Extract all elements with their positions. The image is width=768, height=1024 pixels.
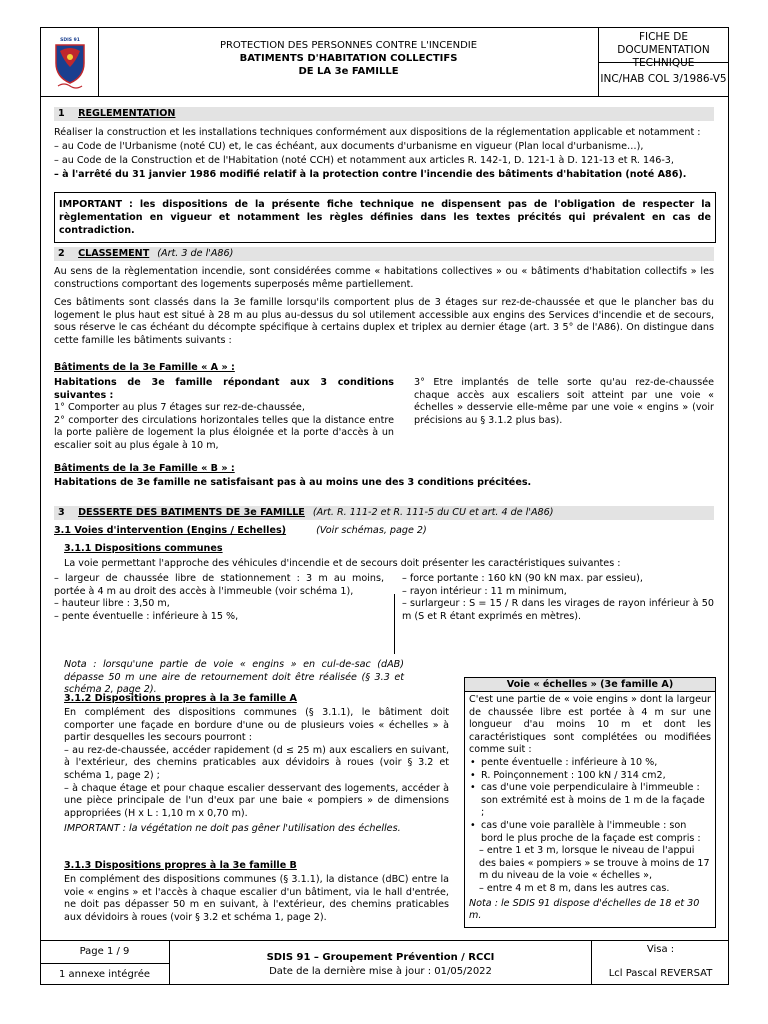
signer-name: Lcl Pascal REVERSAT bbox=[608, 968, 713, 979]
logo-crest-icon bbox=[50, 33, 90, 91]
annex-count: 1 annexe intégrée bbox=[59, 968, 150, 980]
doc-reference: INC/HAB COL 3/1986-V5 bbox=[600, 73, 727, 85]
s31-heading: 3.1 Voies d'intervention (Engins / Echelles) (Voir schémas, page 2) bbox=[54, 525, 427, 536]
fa-condition-1: 1° Comporter au plus 7 étages sur rez-de-chaussée, bbox=[54, 402, 305, 414]
section-1-heading: 1 REGLEMENTATION bbox=[54, 107, 714, 121]
family-a-conditions bbox=[54, 377, 394, 453]
voie-echelles-title: Voie « échelles » (3e famille A) bbox=[465, 678, 715, 692]
s312-body bbox=[64, 707, 449, 836]
visa-label: Visa : bbox=[646, 944, 675, 955]
section-2-heading: 2 CLASSEMENT (Art. 3 de l'A86) bbox=[54, 247, 714, 261]
family-a-heading: Bâtiments de la 3e Famille « A » : bbox=[54, 362, 235, 373]
svg-text:SDIS 91: SDIS 91 bbox=[59, 38, 80, 43]
family-b-text: Habitations de 3e famille ne satisfaisant pas à au moins une des 3 conditions précitées. bbox=[54, 477, 532, 488]
section-3-heading: 3 DESSERTE DES BATIMENTS DE 3e FAMILLE (Art. R. 111-2 et R. 111-5 du CU et art. 4 de l'A86) bbox=[54, 506, 714, 520]
s313-heading: 3.1.3 Dispositions propres à la 3e famille B bbox=[64, 860, 297, 871]
footer-org-block bbox=[170, 941, 592, 985]
s311-load: – force portante : 160 kN (90 kN max. par essieu), bbox=[402, 573, 643, 584]
s311-heading: 3.1.1 Dispositions communes bbox=[64, 543, 223, 554]
voie-echelles-dist-1: – entre 1 et 3 m, lorsque le niveau de l'appui des baies « pompiers » se trouve à moins de 17 m du niveau de la voie « échelles », bbox=[479, 845, 710, 882]
s311-height: – hauteur libre : 3,50 m, bbox=[54, 598, 170, 610]
s311-width: – largeur de chaussée libre de stationnement : 3 m au moins, portée à 4 m au droit des accès à l'immeuble (voir schéma 1), bbox=[54, 573, 384, 597]
s311-right-list bbox=[402, 573, 714, 623]
s312-paragraph-2: – au rez-de-chaussée, accéder rapidement (d ≤ 25 m) aux escaliers en suivant, à l'extérieur, des chemins praticables aux dévidoirs à roues (voir § 3.2 et schéma 1, page 2) ; bbox=[64, 744, 449, 781]
fa-condition-3: 3° Etre implantés de telle sorte qu'au rez-de-chaussée chaque accès aux escaliers soit atteint par une voie « échelles » desservie elle-même par une voie « engins » (voir précisions au § 3.1.2 plus bas). bbox=[414, 377, 714, 426]
header-title-block bbox=[99, 28, 599, 96]
s1-item-cch: – au Code de la Construction et de l'Habitation (noté CCH) et notamment aux articles R. 142-1, D. 121-1 à D. 121-13 et R. 146-3, bbox=[54, 155, 674, 166]
list-item: • cas d'une voie parallèle à l'immeuble : son bord le plus proche de la façade est compris : bbox=[469, 820, 711, 845]
header-title-2: BATIMENTS D'HABITATION COLLECTIFS bbox=[239, 53, 458, 64]
sdis91-logo bbox=[41, 28, 99, 96]
document-footer bbox=[40, 940, 729, 985]
list-item: • cas d'une voie perpendiculaire à l'immeuble : son extrémité est à moins de 1 m de la façade ; bbox=[469, 782, 711, 820]
s311-intro: La voie permettant l'approche des véhicules d'incendie et de secours doit présenter les caractéristiques suivantes : bbox=[64, 558, 621, 569]
header-ref-block bbox=[599, 28, 728, 96]
document-header bbox=[40, 27, 729, 97]
footer-page-block bbox=[40, 941, 170, 985]
header-title-3: DE LA 3e FAMILLE bbox=[298, 66, 399, 77]
s311-radius: – rayon intérieur : 11 m minimum, bbox=[402, 585, 567, 597]
column-divider bbox=[394, 594, 395, 654]
s312-paragraph-3: – à chaque étage et pour chaque escalier desservant des logements, accéder à une pièce principale de l'un d'eux par une baie « pompiers » de dimensions appropriées (H x L : 1,10 m x 0,70 m). bbox=[64, 782, 449, 819]
s312-heading: 3.1.2 Dispositions propres à la 3e famille A bbox=[64, 693, 297, 704]
s1-item-a86: – à l'arrêté du 31 janvier 1986 modifié relatif à la protection contre l'incendie des bâtiments d'habitation (noté A86). bbox=[54, 169, 687, 180]
voie-echelles-list bbox=[469, 757, 711, 845]
s311-note: Nota : lorsqu'une partie de voie « engins » en cul-de-sac (dAB) dépasse 50 m une aire de retournement doit être réalisée (§ 3.3 et schéma 2, page 2). bbox=[64, 659, 404, 696]
s312-note: IMPORTANT : la végétation ne doit pas gêner l'utilisation des échelles. bbox=[64, 823, 401, 835]
s311-left-list bbox=[54, 573, 384, 623]
list-item: • pente éventuelle : inférieure à 10 %, bbox=[469, 757, 711, 770]
fa-condition-intro: Habitations de 3e famille répondant aux 3 conditions suivantes : bbox=[54, 377, 394, 401]
s2-paragraph-2: Ces bâtiments sont classés dans la 3e famille lorsqu'ils comportent plus de 3 étages sur rez-de-chaussée et que le plancher bas du logement le plus haut est situé à 28 m au plus au-dessus du sol utilement accessible aux engins des Services d'incendie et de secours, sous réserve le cas échéant du décompte spécifique à certains duplex et triplex au dernier étage (art. 3 5° de l'A86). On distingue dans cette famille les bâtiments suivants : bbox=[54, 297, 714, 346]
fa-condition-2: 2° comporter des circulations horizontales telles que la distance entre la porte palière de logement la plus éloignée et la porte d'accès à un escalier soit au plus égale à 10 m, bbox=[54, 414, 394, 451]
s2-paragraph-1: Au sens de la règlementation incendie, sont considérées comme « habitations collectives » ou « bâtiments d'habitation collectifs » les constructions comportant des logements superposés même partiellement. bbox=[54, 266, 714, 290]
voie-echelles-dist-2: – entre 4 m et 8 m, dans les autres cas. bbox=[479, 882, 670, 894]
s313-paragraph: En complément des dispositions communes (§ 3.1.1), la distance (dBC) entre la voie « engins » et l'accès à chaque escalier d'un bâtiment, via le hall d'entrée, ne doit pas dépasser 50 m en suivant, à l'extérieur, des chemins praticables aux dévidoirs à roues (voir § 3.2 et schéma 1, page 2). bbox=[64, 874, 449, 923]
voie-echelles-note: Nota : le SDIS 91 dispose d'échelles de 18 et 30 m. bbox=[469, 897, 700, 922]
family-b-heading: Bâtiments de la 3e Famille « B » : bbox=[54, 463, 235, 474]
s1-intro: Réaliser la construction et les installations techniques conformément aux dispositions de la réglementation applicable et notamment : bbox=[54, 127, 701, 138]
page-number: Page 1 / 9 bbox=[40, 941, 169, 964]
list-item: • R. Poinçonnement : 100 kN / 314 cm2, bbox=[469, 770, 711, 783]
important-box: IMPORTANT : les dispositions de la présente fiche technique ne dispensent pas de l'obligation de respecter la règlementation en vigueur et notamment les règles définies dans les textes précités qui prévalent en cas de contradiction. bbox=[54, 192, 716, 243]
voie-echelles-intro: C'est une partie de « voie engins » dont la largeur de chaussée libre est portée à 4 m sur une longueur d'au moins 10 m et dont les caractéristiques sont complétées ou modifiées comme suit : bbox=[469, 694, 711, 756]
footer-update-date: Date de la dernière mise à jour : 01/05/2022 bbox=[269, 966, 492, 977]
voie-echelles-box bbox=[464, 677, 716, 928]
s1-item-cu: – au Code de l'Urbanisme (noté CU) et, le cas échéant, aux documents d'urbanisme en vigueur (Plan local d'urbanisme…), bbox=[54, 141, 644, 152]
doc-type: FICHE DE DOCUMENTATION TECHNIQUE bbox=[599, 28, 728, 63]
s311-slope: – pente éventuelle : inférieure à 15 %, bbox=[54, 610, 239, 622]
s311-overwidth: – surlargeur : S = 15 / R dans les virages de rayon inférieur à 50 m (S et R étant exprimés en mètres). bbox=[402, 598, 714, 622]
footer-organisation: SDIS 91 – Groupement Prévention / RCCI bbox=[266, 952, 495, 963]
s312-paragraph-1: En complément des dispositions communes (§ 3.1.1), le bâtiment doit comporter une façade en bordure d'une ou de plusieurs voies « échelles » à partir desquelles les secours pourront : bbox=[64, 707, 449, 744]
footer-visa-block bbox=[592, 941, 729, 985]
header-title-1: PROTECTION DES PERSONNES CONTRE L'INCENDIE bbox=[219, 40, 478, 51]
